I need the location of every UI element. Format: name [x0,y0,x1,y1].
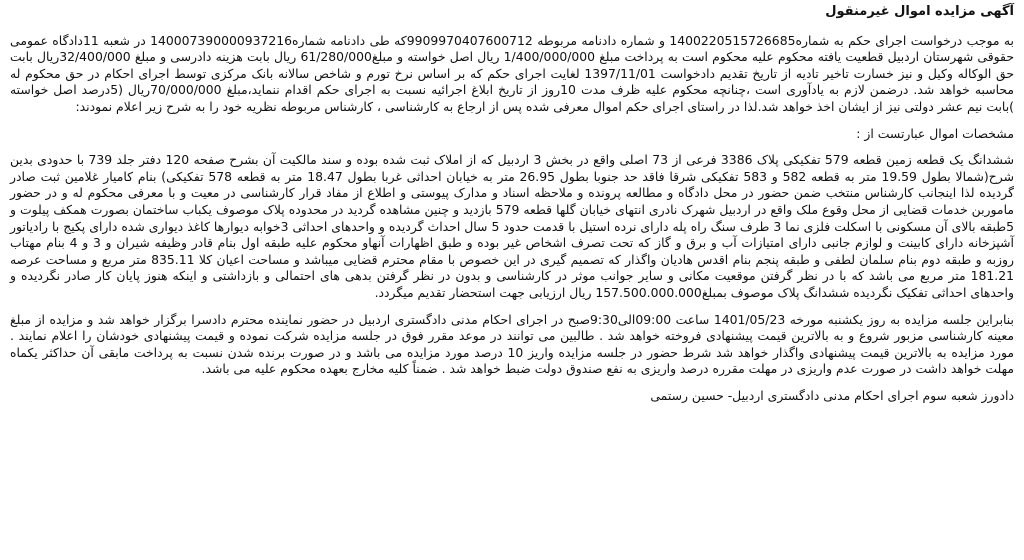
property-specs-heading: مشخصات اموال عبارتست از : [856,125,1014,141]
signature-line: دادورز شعبه سوم اجرای احکام مدنی دادگستری اردبیل- حسین رستمی [650,387,1014,403]
notice-intro-paragraph: به موجب درخواست اجرای حکم به شماره1400220515726685 و شماره دادنامه مربوطه 9909970407600712که طی دادنامه شماره140007390000937216 در شعبه 11دادگاه عمومی حقوقی شهرستان اردبیل قطعیت یافته محکوم علیه محکوم است به پرداخت مبلغ 1/400/000/000 ریال اصل خواسته و مبلغ61/280/000 ریال بابت هزینه دادرسی و مبلغ 32/400/000ریال بابت حق الوکاله وکیل و نیز خسارت تاخیر تادیه از تاریخ تقدیم دادخواست 1397/11/01 لغایت اجرای حکم که بر اساس نرخ تورم و شاخص سالانه بانک مرکزی توسط اجرای احکام در حق محکوم له محاسبه خواهد شد. درضمن لازم به یادآوری است ،چنانچه محکوم علیه ظرف مدت 10روز از تاریخ ابلاغ اجرائیه نسبت به اجرای حکم اقدام ننماید،مبلغ 70/000/000ریال (5درصد اصل خواسته )بابت نیم عشر دولتی نیز از ایشان اخذ خواهد شد.لذا در راستای اجرای حکم اموال معرفی شده پس از ارجاع به کارشناسی ، کارشناس مربوطه نظریه خود را به شرح زیر اعلام نمودند: [10,32,1014,114]
auction-schedule-paragraph: بنابراین جلسه مزایده به روز یکشنبه مورخه 1401/05/23 ساعت 09:00الی9:30صبح در اجرای احکام مدنی دادگستری اردبیل در حضور نماینده محترم دادسرا برگزار خواهد شد و مزایده از مبلغ معینه کارشناسی مزبور شروع و به بالاترین قیمت پیشنهادی فروخته خواهد شد . طالبین می توانند در موعد مقرر فوق در جلسه مزایده شرکت نموده و قیمت پیشنهادی خودشان را اعلام نمایند . مورد مزایده به بالاترین قیمت پیشنهادی واگذار خواهد شد شرط حضور در جلسه مزایده واریز 10 درصد مورد مزایده می باشد و در صورت برنده شدن نسبت به پرداخت مابقی آن حداکثر یکماه مهلت خواهد داشت در صورت عدم واریزی در مهلت مقرره درصد واریزی به نفع صندوق دولت ضبط خواهد شد . ضمناً کلیه مخارج بعهده محکوم علیه می باشد. [10,311,1014,377]
notice-title: آگهی مزایده اموال غیرمنقول [825,4,1014,19]
property-details-paragraph: ششدانگ یک قطعه زمین قطعه 579 تفکیکی پلاک 3386 فرعی از 73 اصلی واقع در بخش 3 اردبیل که از املاک ثبت شده بوده و سند مالکیت آن بشرح صفحه 120 دفتر جلد 739 با حدودی بدین شرح(شمالا بطول 19.59 متر به قطعه 582 و 583 تفکیکی شرقا فاقد حد جنوبا بطول 26.95 متر به خیابان احداثی غربا بطول 18.47 متر به قطعه 578 تفکیکی) بنام کامیار غلامین ثبت صادر گردیده لذا اینجانب کارشناس منتخب ضمن حضور در محل دادگاه و مطالعه پرونده و ملاحظه اسناد و مدارک پیوستی و اطلاع از مفاد قرار کارشناسی در معیت و با معرفی محکوم له و در حضور ماموربن خدمات قضایی از محل وقوع ملک واقع در اردبیل شهرک نادری انتهای خیابان گلها قطعه 579 بازدید و چنین مشاهده گردید در محدوده پلاک موصوف یکباب ساختمان بصورت همکف پیلوت و 5طبقه بالای آن مسکونی با اسکلت فلزی نما 3 طرف سنگ راه پله دارای نرده استیل با قدمت حدود 5 سال احداث گردیده و واحدهای احداثی 3خوابه دیوارها کاغذ دیواری شده دارای پکیج با رادیاتور آشپزخانه دارای کابینت و لوازم جانبی دارای امتیازات آب و برق و گاز که تحت تصرف اشخاص غیر بوده و طبق اظهارات آنهاو محکوم علیه طبقه اول بنام قادر وظیفه شیران و 3 و 4 بنام مهتاب روزبه و طبقه دوم بنام سلمان لطفی و طبقه پنجم بنام اقدس هادیان واگذار که تصمیم گیری در این خصوص با مقام محترم قضایی میباشد و مساحت اعیان کلا 835.11 متر مربع و مساحت عرصه 181.21 متر مربع می باشد که با در نظر گرفتن موقعیت مکانی و سایر جوانب موثر در کارشناسی و بدون در نظر گرفتن بدهی های احتمالی و بازداشتی و اینکه هنوز پایان کار صادر نگردیده و واحدهای احداثی تفکیک نگردیده ششدانگ پلاک موصوف بمبلغ157.500.000.000 ریال ارزیابی جهت استحضار تقدیم میگردد. [10,152,1015,300]
